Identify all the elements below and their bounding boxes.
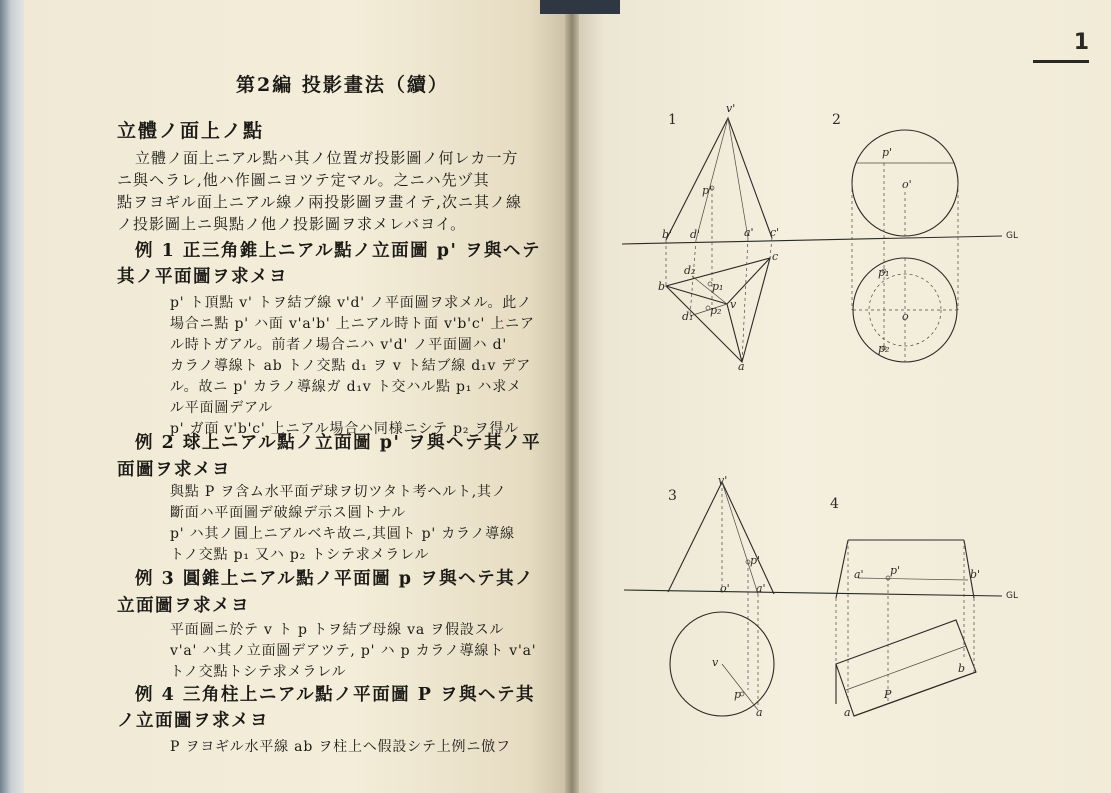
figure-1-pyramid	[666, 118, 772, 362]
fig1-label-a-prime: a'	[744, 226, 754, 239]
fig4-label-b: b	[958, 662, 966, 675]
fig3-label-v-prime: v'	[718, 474, 728, 487]
example-1-body-4: カラノ導線ト ab トノ交點 d₁ ヲ v ト結ブ線 d₁v デア	[170, 358, 532, 374]
figure-number-4: 4	[830, 496, 839, 512]
example-2-title-2: 面圖ヲ求メヨ	[117, 460, 231, 480]
fig1-label-d2: d₂	[684, 264, 696, 277]
example-2-body-4: トノ交點 p₁ 又ハ p₂ トシテ求メラレル	[170, 547, 430, 563]
example-2-body-2: 斷面ハ平面圖デ破線デ示ス圓トナル	[170, 505, 407, 521]
example-1-body-6: ル平面圖デアル	[170, 400, 274, 416]
figures-panel	[572, 0, 1111, 793]
figure-2-sphere	[852, 130, 958, 362]
example-3-body-3: トノ交點トシテ求メラレル	[170, 664, 347, 680]
fig1-label-c-prime: c'	[770, 226, 780, 239]
fig3-label-v: v	[712, 656, 719, 669]
fig1-label-a: a	[738, 360, 745, 373]
page-number: 1	[1073, 30, 1089, 55]
example-1-title-2: 其ノ平面圖ヲ求メヨ	[117, 267, 288, 287]
fig1-label-c: c	[772, 250, 779, 263]
example-1-body-1: p' ト頂點 v' トヲ結ブ線 v'd' ノ平面圖ヲ求メル。此ノ	[170, 295, 532, 311]
fig1-label-b-prime: b'	[662, 228, 673, 241]
ground-line-top	[622, 236, 1002, 244]
gl-label-top: GL	[1006, 231, 1018, 241]
fig3-label-p-prime: p'	[750, 554, 761, 567]
fig2-label-p-prime: p'	[882, 146, 893, 159]
intro-line-3: 點ヲヨギル面上ニアル線ノ兩投影圖ヲ畫イテ,次ニ其ノ線	[117, 193, 523, 211]
fig1-label-p2: p₂	[710, 304, 722, 317]
intro-line-4: ノ投影圖上ニ與點ノ他ノ投影圖ヲ求メレバヨイ。	[117, 215, 467, 233]
example-3-title-2: 立面圖ヲ求メヨ	[117, 596, 250, 616]
example-2-body-3: p' ハ其ノ圓上ニアルベキ故ニ,其圓ト p' カラノ導線	[170, 526, 515, 542]
fig3-label-p: p	[734, 688, 742, 701]
example-3-title-1: 例 3 圓錐上ニアル點ノ平面圖 p ヲ與ヘテ其ノ	[135, 569, 535, 589]
fig3-label-a-prime: a'	[756, 582, 766, 595]
section-title: 立體ノ面上ノ點	[117, 120, 265, 142]
fig4-label-P: P	[884, 688, 892, 701]
example-2-title-1: 例 2 球上ニアル點ノ立面圖 p' ヲ與ヘテ其ノ平	[135, 433, 541, 453]
example-3-body-1: 平面圖ニ於テ v ト p トヲ結ブ母線 va ヲ假設スル	[170, 622, 505, 638]
example-1-body-7: p' ガ面 v'b'c' 上ニアル場合ハ同様ニシテ p₂ ヲ得ル	[170, 421, 519, 437]
example-1-body-2: 場合ニ點 p' ハ面 v'a'b' 上ニアル時ト面 v'b'c' 上ニア	[170, 316, 535, 332]
fig4-label-a: a	[844, 706, 851, 719]
example-3-body-2: v'a' ハ其ノ立面圖デアツテ, p' ハ p カラノ導線ト v'a'	[170, 643, 537, 659]
example-4-title-1: 例 4 三角柱上ニアル點ノ平面圖 P ヲ與ヘテ其	[135, 685, 536, 705]
example-1-title-1: 例 1 正三角錐上ニアル點ノ立面圖 p' ヲ與ヘテ	[135, 241, 541, 261]
example-1-body-3: ル時トガアル。前者ノ場合ニハ v'd' ノ平面圖ハ d'	[170, 337, 508, 353]
figure-3-cone	[668, 482, 774, 716]
figure-number-2: 2	[832, 112, 841, 128]
intro-line-2: ニ與ヘラレ,他ハ作圖ニヨツテ定マル。之ニハ先ヅ其	[117, 171, 490, 189]
chapter-heading: 第2編 投影畫法（續）	[236, 74, 449, 96]
fig1-label-b: b	[658, 280, 666, 293]
ground-line-bottom	[624, 590, 1002, 596]
example-4-title-2: ノ立面圖ヲ求メヨ	[117, 711, 269, 731]
fig2-label-o-prime: o'	[902, 178, 912, 191]
figure-number-1: 1	[668, 112, 677, 128]
figure-4-prism	[836, 540, 976, 716]
fig2-label-p2: p₂	[878, 342, 890, 355]
fig1-label-v: v	[730, 298, 737, 311]
fig4-label-p-prime: p'	[890, 564, 901, 577]
fig1-label-v-prime: v'	[726, 102, 736, 115]
fig2-label-p1: p₁	[878, 266, 890, 279]
fig2-label-o: o	[902, 310, 909, 323]
example-2-body-1: 與點 P ヲ含ム水平面デ球ヲ切ツタト考ヘルト,其ノ	[170, 484, 507, 500]
example-4-body-1: P ヲヨギル水平線 ab ヲ柱上ヘ假設シテ上例ニ倣フ	[170, 739, 511, 755]
fig1-label-d1: d₁	[682, 310, 694, 323]
figure-number-3: 3	[668, 488, 677, 504]
fig3-label-a: a	[756, 706, 763, 719]
fig4-label-b-prime: b'	[970, 568, 981, 581]
fig3-label-o-prime: o'	[720, 582, 730, 595]
fig4-label-a-prime: a'	[854, 568, 864, 581]
fig1-label-p-prime: p'	[702, 184, 713, 197]
intro-line-1: 立體ノ面上ニアル點ハ其ノ位置ガ投影圖ノ何レカ一方	[135, 149, 519, 167]
gl-label-bottom: GL	[1006, 591, 1018, 601]
fig1-label-d-prime: d'	[690, 228, 701, 241]
fig1-label-p1: p₁	[712, 280, 724, 293]
example-1-body-5: ル。故ニ p' カラノ導線ガ d₁v ト交ハル點 p₁ ハ求メ	[170, 379, 522, 395]
